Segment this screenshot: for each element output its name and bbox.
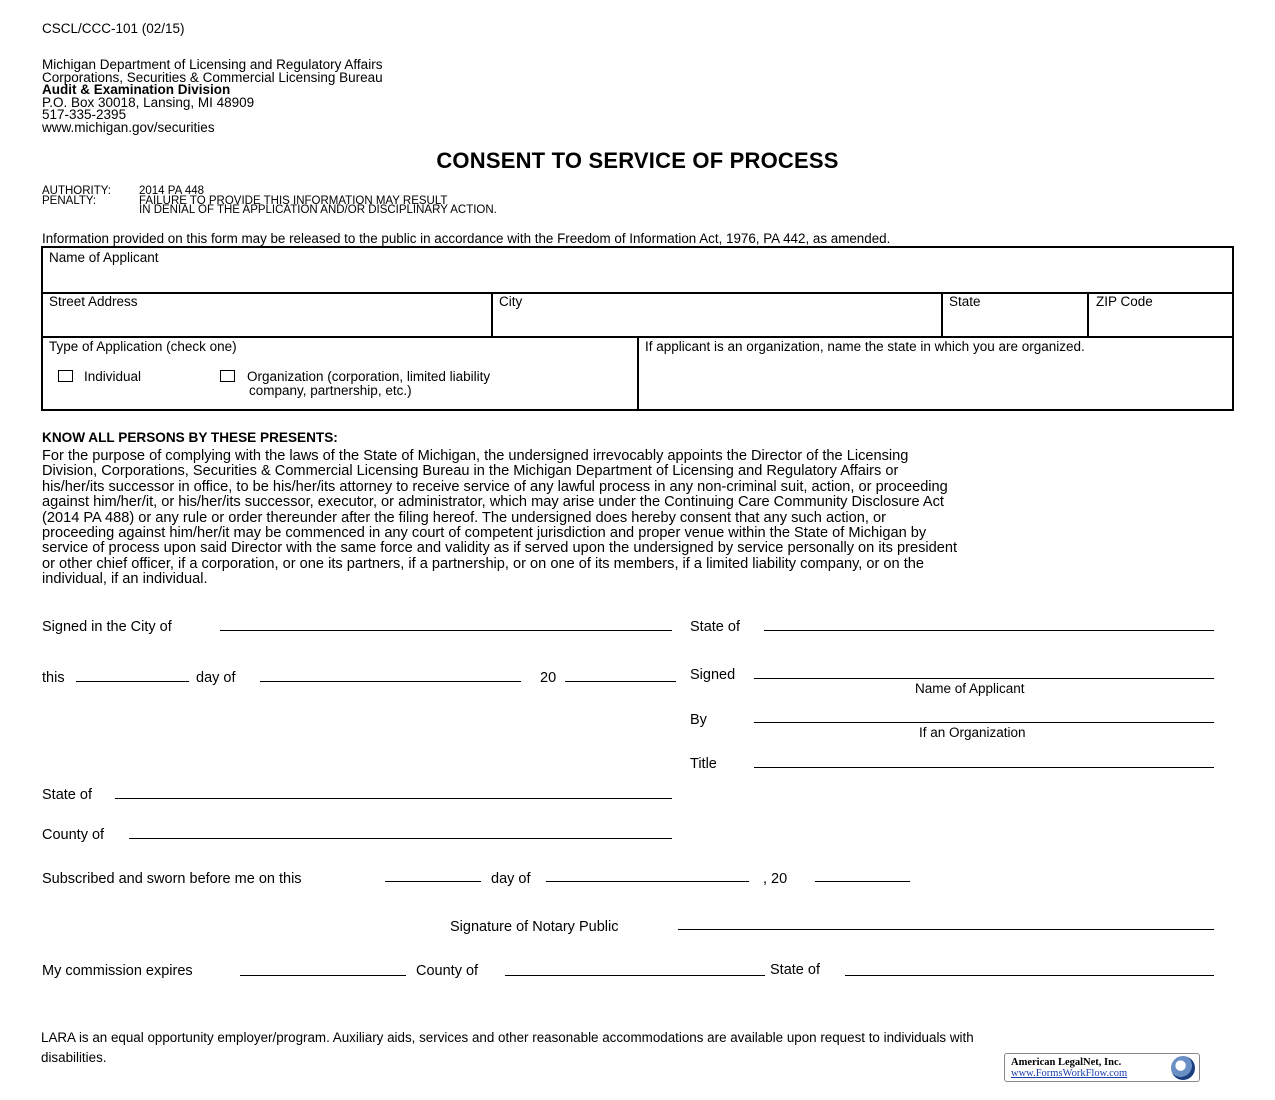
year-line[interactable] bbox=[565, 681, 676, 682]
signed-state-line[interactable] bbox=[764, 630, 1214, 631]
year-prefix: 20 bbox=[540, 670, 557, 686]
penalty-line: IN DENIAL OF THE APPLICATION AND/OR DISCIPLINARY ACTION. bbox=[139, 204, 497, 216]
agency-website: www.michigan.gov/securities bbox=[42, 119, 215, 135]
type-of-application-label: Type of Application (check one) bbox=[49, 339, 237, 354]
divider bbox=[637, 336, 639, 409]
notary-county-label: County of bbox=[42, 827, 105, 843]
commission-county-line[interactable] bbox=[505, 975, 765, 976]
presents-heading: KNOW ALL PERSONS BY THESE PRESENTS: bbox=[42, 430, 338, 445]
individual-label: Individual bbox=[84, 369, 142, 384]
penalty-label: PENALTY: bbox=[42, 195, 97, 207]
agency-phone: 517-335-2395 bbox=[42, 107, 127, 122]
state-field[interactable]: State bbox=[949, 294, 981, 309]
paragraph-line: proceeding against him/her/it may be commenced in any court of competent jurisdiction and proper venue within the State of Michigan by bbox=[42, 525, 927, 542]
page-title: CONSENT TO SERVICE OF PROCESS bbox=[436, 148, 839, 173]
by-label: By bbox=[690, 712, 707, 728]
organization-checkbox[interactable] bbox=[220, 370, 235, 382]
applicant-form-box bbox=[41, 246, 1234, 411]
act-name: Continuing Care Community Disclosure Act bbox=[664, 494, 944, 511]
title-label: Title bbox=[690, 756, 717, 772]
notary-year-prefix: , 20 bbox=[763, 871, 788, 887]
signed-city-label: Signed in the City of bbox=[42, 619, 172, 635]
individual-checkbox[interactable] bbox=[58, 370, 73, 382]
signed-city-line[interactable] bbox=[220, 630, 672, 631]
commission-county-label: County of bbox=[416, 963, 479, 979]
title-line[interactable] bbox=[754, 767, 1214, 768]
commission-line[interactable] bbox=[240, 975, 406, 976]
penalty-line: FAILURE TO PROVIDE THIS INFORMATION MAY RESULT bbox=[139, 195, 448, 207]
org-state-field[interactable]: If applicant is an organization, name the state in which you are organized. bbox=[645, 339, 1085, 354]
notary-signature-line[interactable] bbox=[678, 929, 1214, 930]
organization-label: company, partnership, etc.) bbox=[249, 383, 412, 398]
city-field[interactable]: City bbox=[499, 294, 523, 309]
form-id: CSCL/CCC-101 (02/15) bbox=[42, 21, 185, 36]
notary-day-line[interactable] bbox=[385, 881, 481, 882]
paragraph-line: (2014 PA 488) or any rule or order thereunder after the filing hereof. The undersigned does hereby consent that any such action, or bbox=[42, 509, 886, 526]
divider bbox=[43, 292, 1232, 294]
paragraph-line: against him/her/it, or his/her/its successor, executor, or administrator, which may arise under the Continuing Care Community Disclosure Act bbox=[42, 494, 944, 511]
agency-line: P.O. Box 30018, Lansing, MI 48909 bbox=[42, 94, 255, 110]
logo-website-link[interactable]: www.FormsWorkFlow.com bbox=[1011, 1068, 1128, 1079]
paragraph-line: For the purpose of complying with the laws of the State of Michigan, the undersigned irrevocably appoints the Director of the Licensing bbox=[42, 448, 909, 464]
notary-county-line[interactable] bbox=[129, 838, 672, 839]
divider bbox=[941, 292, 943, 338]
this-label: this bbox=[42, 670, 65, 686]
signed-label: Signed bbox=[690, 667, 736, 683]
street-address-field[interactable]: Street Address bbox=[49, 294, 138, 309]
foia-notice: Information provided on this form may be released to the public in accordance with the Freedom of Information Act, 1976, PA 442, as amended. bbox=[42, 231, 891, 246]
day-of-label: day of bbox=[196, 670, 236, 686]
by-line[interactable] bbox=[754, 722, 1214, 723]
signature-line[interactable] bbox=[754, 678, 1214, 679]
notary-signature-label: Signature of Notary Public bbox=[450, 919, 619, 935]
notary-day-of-label: day of bbox=[491, 871, 531, 887]
name-of-applicant-field[interactable]: Name of Applicant bbox=[49, 250, 159, 265]
paragraph-line: Division, Corporations, Securities & Commercial Licensing Bureau in the Michigan Department of Licensing and Regulatory Affairs or bbox=[42, 463, 899, 480]
agency-line: Michigan Department of Licensing and Regulatory Affairs bbox=[42, 57, 383, 72]
presents-paragraph bbox=[42, 449, 1237, 588]
agency-division: Audit & Examination Division bbox=[42, 82, 231, 97]
notary-year-line[interactable] bbox=[815, 881, 910, 882]
divider bbox=[491, 292, 493, 338]
day-line[interactable] bbox=[76, 681, 189, 682]
logo-company-name: American LegalNet, Inc. bbox=[1011, 1057, 1122, 1068]
paragraph-line: service of process upon said Director with the same force and validity as if served upon the undersigned by service personally on its president bbox=[42, 540, 958, 557]
agency-line: Corporations, Securities & Commercial Licensing Bureau bbox=[42, 69, 383, 85]
month-line[interactable] bbox=[260, 681, 521, 682]
org-caption: If an Organization bbox=[919, 725, 1026, 740]
agency-address bbox=[42, 59, 383, 134]
signed-state-label: State of bbox=[690, 619, 740, 635]
footer-line: disabilities. bbox=[41, 1050, 107, 1065]
paragraph-line: his/her/its successor in office, to be his/her/its attorney to receive service of any lawful process in any non-criminal suit, action, or proceeding bbox=[42, 478, 948, 495]
notary-month-line[interactable] bbox=[546, 881, 749, 882]
footer-line: LARA is an equal opportunity employer/program. Auxiliary aids, services and other reasonable accommodations are available upon request to individuals with bbox=[41, 1030, 974, 1045]
paragraph-line: individual, if an individual. bbox=[42, 571, 208, 588]
notary-state-line[interactable] bbox=[115, 798, 672, 799]
authority-label: AUTHORITY: bbox=[42, 185, 112, 197]
globe-icon bbox=[1171, 1056, 1195, 1080]
divider bbox=[1087, 292, 1089, 338]
name-caption: Name of Applicant bbox=[915, 681, 1025, 696]
authority-value: 2014 PA 448 bbox=[139, 185, 205, 197]
paragraph-line: or other chief officer, if a corporation, or one its partners, if a partnership, or on one of its members, if a limited liability company, or on the bbox=[42, 555, 924, 572]
notary-state-label: State of bbox=[42, 787, 92, 803]
commission-state-line[interactable] bbox=[845, 975, 1214, 976]
commission-state-label: State of bbox=[770, 962, 820, 978]
zip-code-field[interactable]: ZIP Code bbox=[1096, 294, 1153, 309]
american-legalnet-logo[interactable] bbox=[1004, 1053, 1200, 1082]
subscribed-label: Subscribed and sworn before me on this bbox=[42, 871, 302, 887]
commission-label: My commission expires bbox=[42, 963, 193, 979]
organization-label: Organization (corporation, limited liability bbox=[247, 369, 491, 384]
